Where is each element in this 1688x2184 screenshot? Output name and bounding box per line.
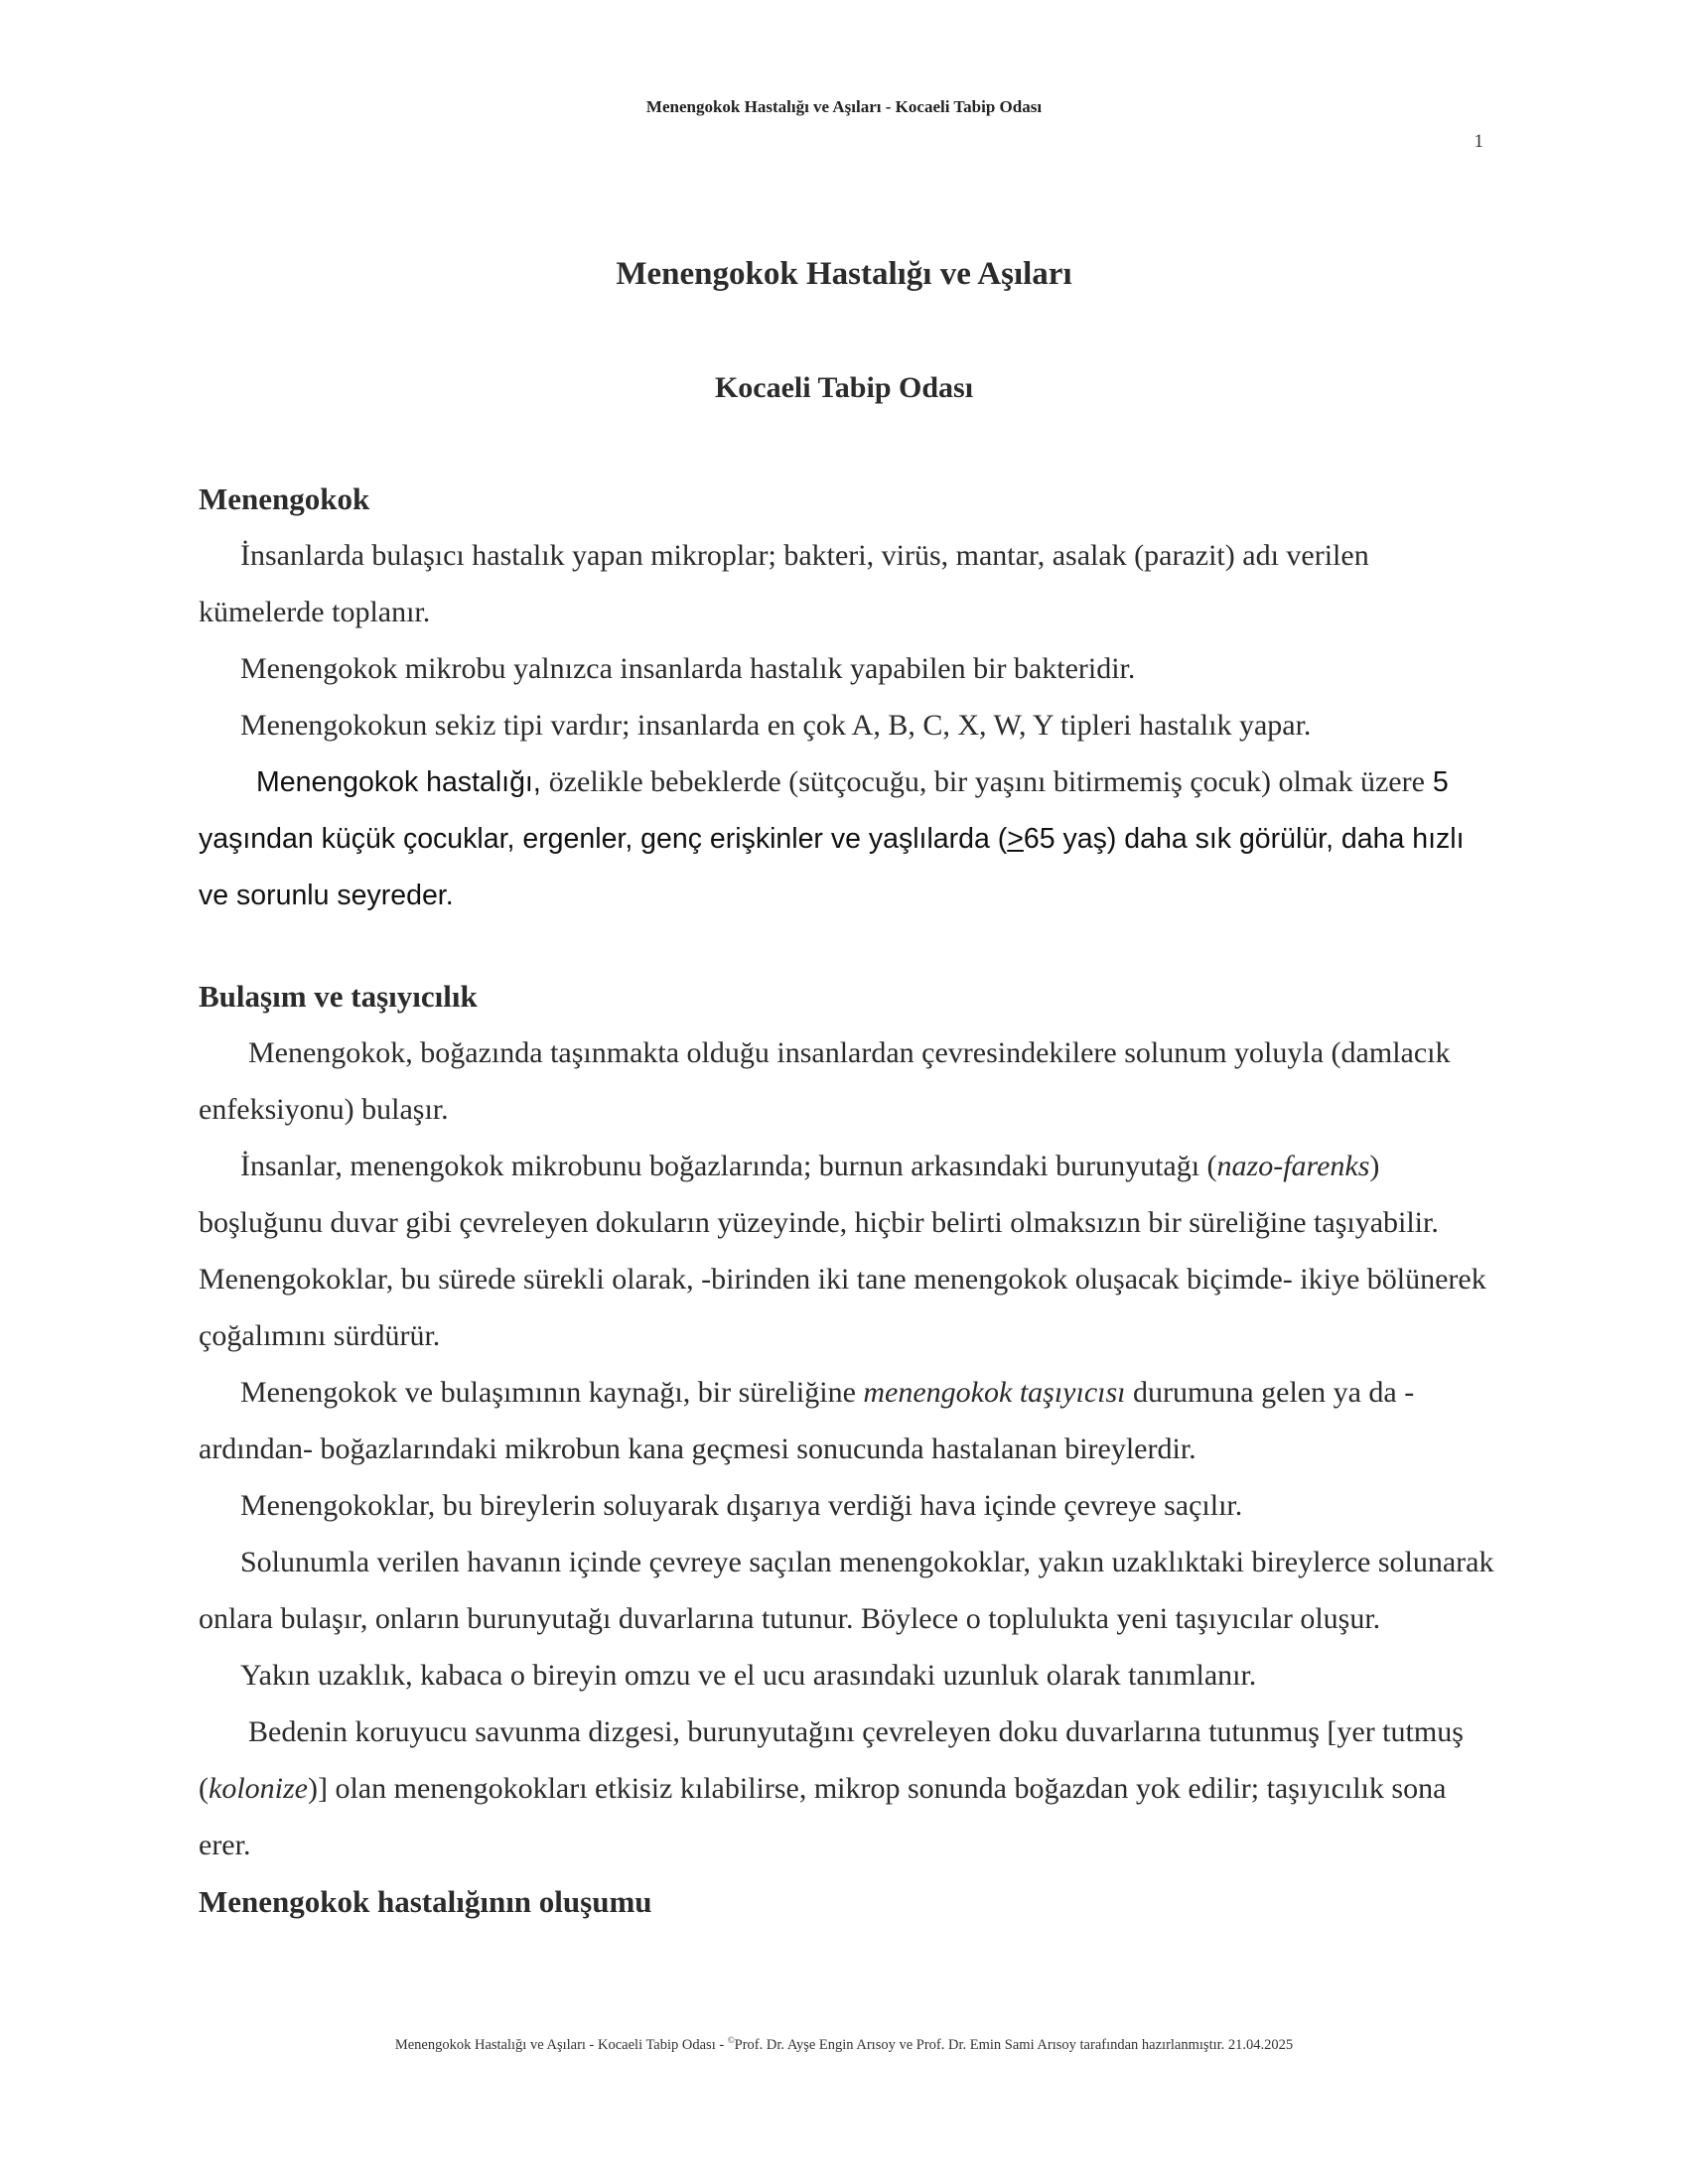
paragraph: Solunumla verilen havanın içinde çevreye saçılan menengokoklar, yakın uzaklıktaki bireylerce solunarak onlara bulaşır, onların burunyutağı duvarlarına tutunur. Böylece o toplulukta yeni taşıyıcılar oluşur. bbox=[199, 1546, 1494, 1635]
document-subtitle: Kocaeli Tabip Odası bbox=[714, 371, 974, 404]
paragraph: Yakın uzaklık, kabaca o bireyin omzu ve el ucu arasındaki uzunluk olarak tanımlanır. bbox=[240, 1659, 1257, 1692]
footer-credits: Prof. Dr. Ayşe Engin Arısoy ve Prof. Dr. Emin Sami Arısoy tarafından hazırlanmıştır. 21.04.2025 bbox=[734, 2036, 1294, 2053]
document-body bbox=[199, 471, 1499, 1930]
text-run: Menengokok ve bulaşımının kaynağı, bir süreliğine bbox=[240, 1376, 864, 1409]
text-run: )] olan menengokokları etkisiz kılabilirse, mikrop sonunda boğazdan yok edilir; taşıyıcılık sona erer. bbox=[199, 1772, 1447, 1861]
term-carrier: menengokok taşıyıcısı bbox=[863, 1376, 1126, 1409]
paragraph bbox=[199, 1704, 1499, 1873]
risk-tail-b: 65 yaş) daha sık görülür, daha hızlı ve sorunlu seyreder. bbox=[199, 823, 1465, 911]
paragraph: Menengokoklar, bu bireylerin soluyarak dışarıya verdiği hava içinde çevreye saçılır. bbox=[240, 1489, 1243, 1522]
section-heading-transmission: Bulaşım ve taşıyıcılık bbox=[199, 979, 478, 1014]
paragraph: Menengokok mikrobu yalnızca insanlarda hastalık yapabilen bir bakteridir. bbox=[240, 652, 1136, 685]
risk-mid: özelikle bebeklerde (sütçocuğu, bir yaşını bitirmemiş çocuk) olmak üzere bbox=[548, 765, 1425, 798]
paragraph bbox=[199, 1138, 1499, 1364]
risk-lead: Menengokok hastalığı, bbox=[256, 766, 541, 798]
text-run: İnsanlar, menengokok mikrobunu boğazlarında; burnun arkasındaki burunyutağı ( bbox=[240, 1150, 1217, 1182]
copyright-icon: © bbox=[727, 2035, 735, 2045]
running-header: Menengokok Hastalığı ve Aşıları - Kocaeli Tabip Odası bbox=[645, 97, 1043, 116]
risk-tail-a: 5 yaşından küçük çocuklar, ergenler, genç erişkinler ve yaşlılarda ( bbox=[199, 766, 1449, 855]
text-run: durumuna gelen ya da -ardından- boğazlarındaki mikrobun kana geçmesi sonucunda hastalanan bireylerdir. bbox=[199, 1376, 1415, 1465]
term-kolonize: kolonize bbox=[209, 1772, 308, 1805]
paragraph: Menengokokun sekiz tipi vardır; insanlarda en çok A, B, C, X, W, Y tipleri hastalık yapar. bbox=[240, 709, 1312, 742]
paragraph bbox=[199, 1364, 1499, 1477]
section-heading-menengokok: Menengokok bbox=[199, 481, 370, 516]
page-number: 1 bbox=[1474, 131, 1483, 152]
term-nazofarenks: nazo-farenks bbox=[1216, 1150, 1370, 1182]
footer-text: Menengokok Hastalığı ve Aşıları - Kocaeli Tabip Odası - bbox=[394, 2036, 728, 2053]
document-title: Menengokok Hastalığı ve Aşıları bbox=[616, 256, 1072, 292]
text-run: Bedenin koruyucu savunma dizgesi, burunyutağını çevreleyen doku duvarlarına tutunmuş [yer tutmuş ( bbox=[199, 1715, 1464, 1805]
text-run: ) boşluğunu duvar gibi çevreleyen dokuların yüzeyinde, hiçbir belirti olmaksızın bir süreliğine taşıyabilir. Menengokoklar, bu sürede sürekli olarak, -birinden iki tane menengokok oluşacak biçimde- ikiye bölünerek çoğalımını sürdürür. bbox=[199, 1150, 1486, 1352]
paragraph: Menengokok, boğazında taşınmakta olduğu insanlardan çevresindekilere solunum yoluyla (damlacık enfeksiyonu) bulaşır. bbox=[199, 1036, 1451, 1126]
greater-equal-sign: > bbox=[1007, 823, 1024, 855]
page-footer bbox=[0, 2035, 1688, 2054]
paragraph-risk-groups bbox=[199, 753, 1499, 924]
paragraph: İnsanlarda bulaşıcı hastalık yapan mikroplar; bakteri, virüs, mantar, asalak (parazit) adı verilen kümelerde toplanır. bbox=[199, 539, 1369, 628]
section-heading-disease-formation: Menengokok hastalığının oluşumu bbox=[199, 1884, 652, 1919]
